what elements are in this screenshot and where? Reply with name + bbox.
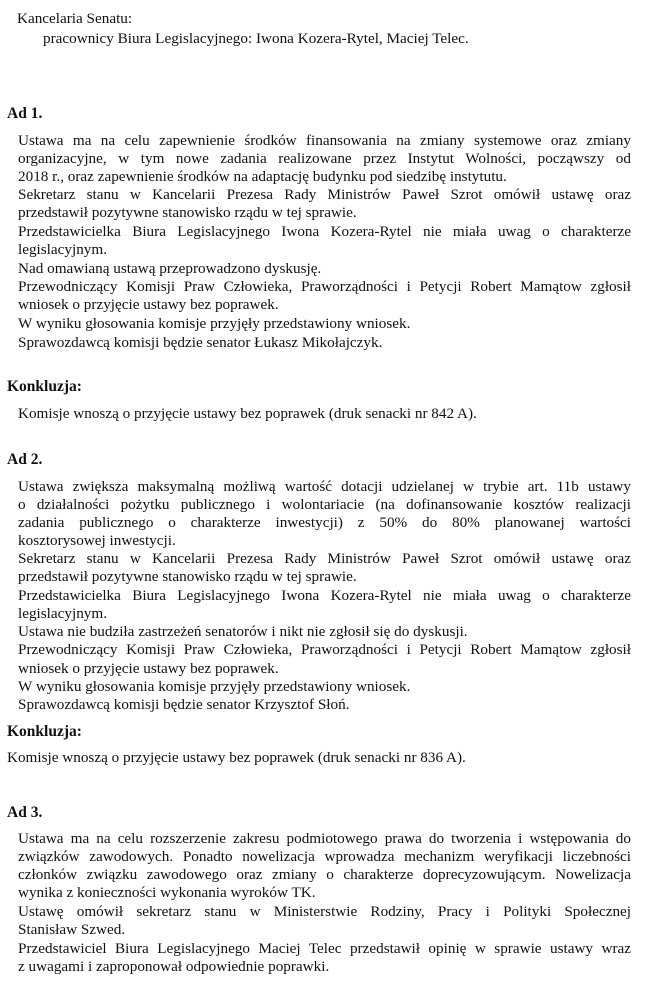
ad3-line: członków związku zawodowego oraz zmiany o charakterze doprecyzowującym. Nowelizacja xyxy=(18,866,631,883)
ad2-line: Ustawa nie budziła zastrzeżeń senatorów i nikt nie zgłosił się do dyskusji. xyxy=(18,623,468,640)
ad2-line: przedstawił pozytywne stanowisko rządu w tej sprawie. xyxy=(18,568,357,585)
ad2-heading: Ad 2. xyxy=(7,451,43,468)
ad1-line: organizacyjne, w tym nowe zadania realizowane przez Instytut Wolności, począwszy od xyxy=(18,150,631,167)
ad2-conclusion: Komisje wnoszą o przyjęcie ustawy bez poprawek (druk senacki nr 836 A). xyxy=(7,749,466,766)
ad1-line: Nad omawianą ustawą przeprowadzono dyskusję. xyxy=(18,260,322,277)
ad3-line: Przedstawiciel Biura Legislacyjnego Maciej Telec przedstawił opinię w sprawie ustawy wraz xyxy=(18,940,631,957)
ad3-line: Stanisław Szwed. xyxy=(18,921,126,938)
ad1-line: Sekretarz stanu w Kancelarii Prezesa Rady Ministrów Paweł Szrot omówił ustawę oraz xyxy=(18,186,631,203)
org-label: Kancelaria Senatu: xyxy=(17,10,133,27)
ad2-line: o działalności pożytku publicznego i wolontariacie (na dofinansowanie kosztów realizacji xyxy=(18,496,631,513)
ad1-line: Sprawozdawcą komisji będzie senator Łukasz Mikołajczyk. xyxy=(18,334,383,351)
ad1-line: 2018 r., oraz zapewnienie środków na adaptację budynku pod siedzibę instytutu. xyxy=(18,168,507,185)
ad2-line: wniosek o przyjęcie ustawy bez poprawek. xyxy=(18,660,279,677)
ad1-heading: Ad 1. xyxy=(7,105,43,122)
ad3-heading: Ad 3. xyxy=(7,804,43,821)
ad2-line: Sekretarz stanu w Kancelarii Prezesa Rady Ministrów Paweł Szrot omówił ustawę oraz xyxy=(18,550,631,567)
ad1-line: Ustawa ma na celu zapewnienie środków finansowania na zmiany systemowe oraz zmiany xyxy=(18,132,631,149)
ad3-line: z uwagami i zaproponował odpowiednie poprawki. xyxy=(18,958,330,975)
ad2-line: Ustawa zwiększa maksymalną możliwą wartość dotacji udzielanej w trybie art. 11b ustawy xyxy=(18,478,631,495)
ad1-line: Przewodniczący Komisji Praw Człowieka, Praworządności i Petycji Robert Mamątow zgłosił xyxy=(18,278,631,295)
ad3-line: związków zawodowych. Ponadto nowelizacja wprowadza mechanizm weryfikacji liczebności xyxy=(18,848,631,865)
ad3-line: Ustawę omówił sekretarz stanu w Ministerstwie Rodziny, Pracy i Polityki Społecznej xyxy=(18,903,631,920)
ad1-line: W wyniku głosowania komisje przyjęły przedstawiony wniosek. xyxy=(18,315,411,332)
ad1-line: przedstawił pozytywne stanowisko rządu w tej sprawie. xyxy=(18,204,357,221)
ad2-line: Przedstawicielka Biura Legislacyjnego Iwona Kozera-Rytel nie miała uwag o charakterze xyxy=(18,587,631,604)
ad1-line: wniosek o przyjęcie ustawy bez poprawek. xyxy=(18,296,279,313)
ad1-line: legislacyjnym. xyxy=(18,241,107,258)
ad2-line: kosztorysowej inwestycji. xyxy=(18,532,176,549)
ad2-line: Sprawozdawcą komisji będzie senator Krzysztof Słoń. xyxy=(18,696,350,713)
ad1-conclusion: Komisje wnoszą o przyjęcie ustawy bez poprawek (druk senacki nr 842 A). xyxy=(18,405,477,422)
ad2-conclusion-heading: Konkluzja: xyxy=(7,723,82,740)
ad2-line: Przewodniczący Komisji Praw Człowieka, Praworządności i Petycji Robert Mamątow zgłosił xyxy=(18,641,631,658)
ad3-line: wynika z konieczności wykonania wyroków TK. xyxy=(18,884,316,901)
staff-line: pracownicy Biura Legislacyjnego: Iwona Kozera-Rytel, Maciej Telec. xyxy=(43,30,469,47)
ad1-line: Przedstawicielka Biura Legislacyjnego Iwona Kozera-Rytel nie miała uwag o charakterze xyxy=(18,223,631,240)
ad3-line: Ustawa ma na celu rozszerzenie zakresu podmiotowego prawa do tworzenia i wstępowania do xyxy=(18,830,631,847)
ad2-line: zadania publicznego o charakterze inwestycji) z 50% do 80% planowanej wartości xyxy=(18,514,631,531)
ad2-line: legislacyjnym. xyxy=(18,605,107,622)
ad1-conclusion-heading: Konkluzja: xyxy=(7,378,82,395)
ad2-line: W wyniku głosowania komisje przyjęły przedstawiony wniosek. xyxy=(18,678,411,695)
